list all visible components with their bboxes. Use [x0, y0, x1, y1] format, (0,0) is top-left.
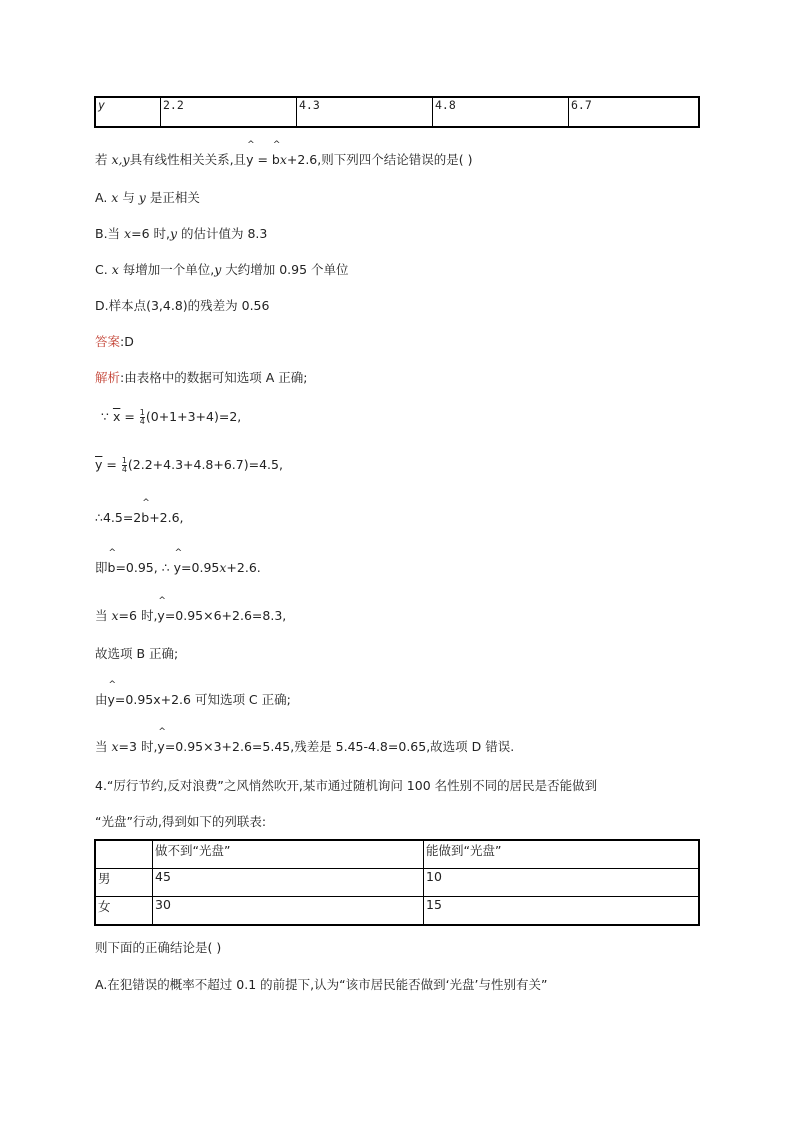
table-cell: 30: [153, 897, 424, 926]
answer-label: 答案: [95, 334, 121, 349]
option-d: D.样本点(3,4.8)的残差为 0.56: [95, 298, 270, 313]
table-cell: 10: [424, 869, 700, 897]
analysis-line-7: 由^ y=0.95x+2.6 可知选项 C 正确;: [95, 690, 291, 708]
analysis-line-6: 故选项 B 正确;: [95, 646, 179, 661]
analysis-label: 解析: [95, 370, 121, 385]
analysis-line-8: 当 x=3 时,^ y=0.95×3+2.6=5.45,残差是 5.45-4.8=0.65,故选项 D 错误.: [95, 737, 514, 755]
analysis-line-3: ∴4.5=2^ b+2.6,: [95, 510, 184, 525]
table-header-row: [95, 840, 699, 869]
table-row: [95, 97, 699, 127]
table-cell: 2.2: [161, 97, 297, 127]
table-row: [95, 897, 699, 926]
analysis-line-ybar: $\overline{y}$ = $\frac{1}{4}$ (2.2+4.3+4.8+6.7)=4.5,: [95, 456, 283, 474]
fraction-quarter: $\frac{1}{4}$: [139, 408, 145, 426]
answer: 答案:D: [95, 334, 134, 349]
analysis-line-5: 当 x=6 时,^ y=0.95×6+2.6=8.3,: [95, 606, 286, 624]
option-a: A. x 与 y 是正相关: [95, 190, 200, 205]
table-cell: 4.8: [433, 97, 569, 127]
table-cell: 6.7: [569, 97, 700, 127]
question4-prompt: 则下面的正确结论是( ): [95, 940, 222, 955]
question-stem: 若 x,y具有线性相关关系,且^ y = ^ bx+2.6,则下列四个结论错误的是( ): [95, 150, 472, 168]
analysis-intro: 解析:由表格中的数据可知选项 A 正确;: [95, 370, 308, 385]
table-header: [95, 840, 153, 869]
table-header: 能做到“光盘”: [424, 840, 700, 869]
table-header: 做不到“光盘”: [153, 840, 424, 869]
table-cell: y: [95, 97, 161, 127]
fraction-quarter: $\frac{1}{4}$: [121, 456, 127, 474]
data-table-y: [94, 96, 700, 128]
question4-option-a: A.在犯错误的概率不超过 0.1 的前提下,认为“该市居民能否做到‘光盘’与性别有关”: [95, 977, 548, 992]
table-cell: 15: [424, 897, 700, 926]
question4-line1: 4.“厉行节约,反对浪费”之风悄然吹开,某市通过随机询问 100 名性别不同的居民是否能做到: [95, 778, 598, 793]
table-cell: 女: [95, 897, 153, 926]
analysis-line-4: 即^ b=0.95, ∴ ^ y=0.95x+2.6.: [95, 558, 261, 576]
table-cell: 4.3: [297, 97, 433, 127]
table-row: [95, 869, 699, 897]
table-cell: 男: [95, 869, 153, 897]
table-cell: 45: [153, 869, 424, 897]
option-b: B.当 x=6 时,y 的估计值为 8.3: [95, 226, 268, 241]
option-c: C. x 每增加一个单位,y 大约增加 0.95 个单位: [95, 262, 349, 277]
analysis-line-xbar: ∵ $\overline{x}$ = $\frac{1}{4}$ (0+1+3+4)=2,: [101, 408, 242, 426]
contingency-table: [94, 839, 700, 926]
question4-line2: “光盘”行动,得到如下的列联表:: [95, 814, 267, 829]
